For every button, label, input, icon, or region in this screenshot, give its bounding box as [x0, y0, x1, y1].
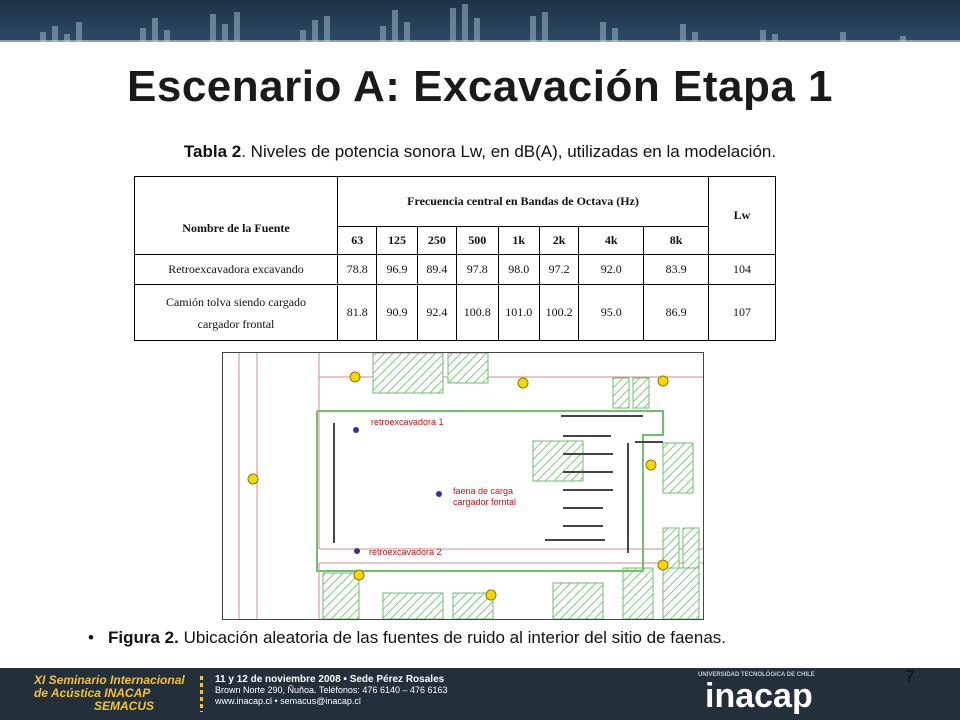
- lw-cell: 107: [709, 285, 776, 341]
- footer-banner: [0, 668, 960, 720]
- band-header: 2k: [539, 227, 578, 255]
- value-cell: 90.9: [377, 285, 417, 341]
- band-header: 4k: [579, 227, 644, 255]
- top-decorative-band: [0, 0, 960, 42]
- event-info: [215, 674, 448, 707]
- figure-caption: [88, 628, 726, 648]
- band-header: 8k: [644, 227, 709, 255]
- bullet-icon: •: [88, 628, 94, 647]
- value-cell: 100.2: [539, 285, 578, 341]
- band-header: 125: [377, 227, 417, 255]
- figure-caption-text: Ubicación aleatoria de las fuentes de ruido al interior del sitio de faenas.: [178, 628, 727, 647]
- value-cell: 78.8: [338, 255, 377, 285]
- slide-title: Escenario A: Excavación Etapa 1: [127, 62, 833, 111]
- source-name-cell: [135, 285, 338, 341]
- site-map-figure: [222, 352, 704, 620]
- value-cell: 97.2: [539, 255, 578, 285]
- value-cell: 98.0: [498, 255, 539, 285]
- event-web: www.inacap.cl • semacus@inacap.cl: [215, 696, 361, 706]
- band-header: 63: [338, 227, 377, 255]
- table-caption-text: . Niveles de potencia sonora Lw, en dB(A), utilizadas en la modelación.: [241, 142, 777, 161]
- lw-header: Lw: [709, 177, 776, 255]
- seminar-line: de Acústica INACAP: [34, 686, 151, 700]
- noise-source-markers: [353, 427, 442, 554]
- band-header: 1k: [498, 227, 539, 255]
- band-header: 250: [417, 227, 456, 255]
- frequency-header: Frecuencia central en Bandas de Octava (Hz): [338, 177, 709, 227]
- value-cell: 95.0: [579, 285, 644, 341]
- haul-route: [333, 415, 663, 553]
- seminar-line: XI Seminario Internacional: [34, 673, 185, 687]
- map-labels: [369, 417, 516, 557]
- value-cell: 81.8: [338, 285, 377, 341]
- seminar-title: [34, 674, 185, 713]
- table-caption: [0, 142, 960, 162]
- value-cell: 92.4: [417, 285, 456, 341]
- university-tagline: UNIVERSIDAD TECNOLÓGICA DE CHILE: [698, 672, 815, 678]
- table-caption-label: Tabla 2: [183, 142, 242, 161]
- value-cell: 83.9: [644, 255, 709, 285]
- footer-separator: [200, 676, 203, 712]
- value-cell: 92.0: [579, 255, 644, 285]
- table-row: [135, 285, 776, 341]
- source-name-header: Nombre de la Fuente: [135, 177, 338, 255]
- source-name-line: Camión tolva siendo cargado: [165, 294, 307, 309]
- page-number: 7: [905, 667, 915, 686]
- label-faena-carga: faena de carga: [453, 486, 514, 496]
- label-cargador-frontal: cargador forntal: [453, 497, 517, 507]
- value-cell: 101.0: [498, 285, 539, 341]
- sound-power-table: [134, 176, 776, 341]
- inacap-logo: inacap: [705, 677, 813, 715]
- source-name-cell: Retroexcavadora excavando: [135, 255, 338, 285]
- lw-cell: 104: [709, 255, 776, 285]
- value-cell: 86.9: [644, 285, 709, 341]
- label-retroexcavadora-1: retroexcavadora 1: [371, 417, 444, 427]
- site-map: [223, 353, 703, 619]
- value-cell: 96.9: [377, 255, 417, 285]
- table-row: [135, 255, 776, 285]
- band-header: 500: [457, 227, 498, 255]
- value-cell: 100.8: [457, 285, 498, 341]
- figure-caption-label: Figura 2.: [108, 628, 179, 647]
- source-name-line: cargador frontal: [197, 316, 275, 331]
- value-cell: 89.4: [417, 255, 456, 285]
- label-retroexcavadora-2: retroexcavadora 2: [369, 547, 442, 557]
- event-date: 11 y 12 de noviembre 2008 • Sede Pérez Rosales: [215, 674, 445, 685]
- seminar-line: SEMACUS: [94, 699, 155, 713]
- event-address: Brown Norte 290, Ñuñoa. Teléfonos: 476 6140 – 476 6163: [215, 685, 448, 695]
- value-cell: 97.8: [457, 255, 498, 285]
